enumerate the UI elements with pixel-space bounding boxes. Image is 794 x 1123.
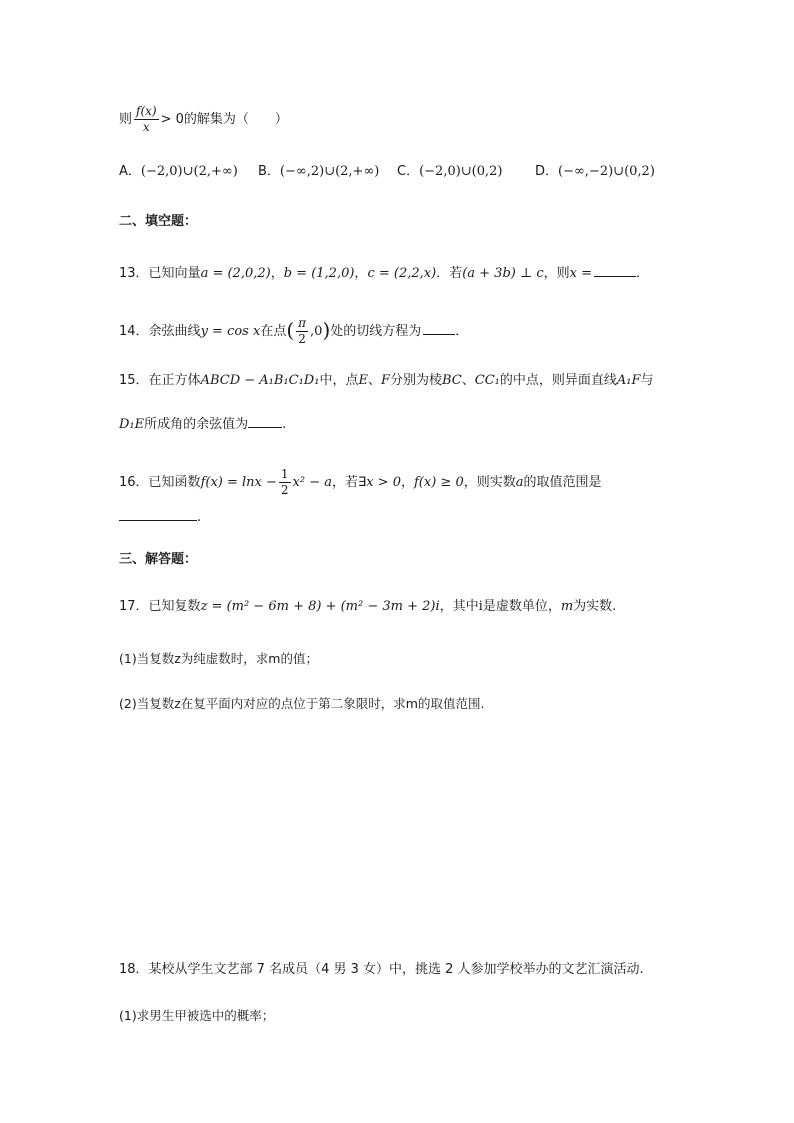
q18-stem: 18．某校从学生文艺部 7 名成员（4 男 3 女）中，挑选 2 人参加学校举办的文艺汇演活动. <box>119 962 644 977</box>
q15-number: 15． <box>119 373 149 388</box>
q16-function-rhs: x² − a <box>292 475 332 490</box>
q15-line-2 <box>119 413 286 435</box>
q14-curve: y = cos x <box>200 324 261 339</box>
q14-fraction <box>296 316 308 347</box>
q13 <box>119 262 649 284</box>
q14-text: 在点 <box>260 324 287 339</box>
q12-option-a-label: A． <box>119 164 141 179</box>
section-heading-fill-in: 二、填空题： <box>119 214 198 229</box>
q15-end: . <box>282 417 287 432</box>
q14-text: 余弦曲线 <box>148 324 201 339</box>
q15-sep: 、 <box>461 373 475 388</box>
q13-text: ．若 <box>436 266 463 281</box>
q16-answer-blank[interactable] <box>119 506 197 521</box>
q12-option-b-value: (−∞,2)∪(2,+∞) <box>279 164 380 179</box>
q12-option-a <box>119 162 238 182</box>
q13-vector-a: a = (2,0,2) <box>200 266 271 281</box>
q12-option-d-value: (−∞,−2)∪(0,2) <box>558 164 655 179</box>
q16-text: ，若∃ <box>332 475 367 490</box>
q12-options <box>119 162 679 182</box>
q17-part-1: (1)当复数z为纯虚数时，求m的值； <box>119 651 318 666</box>
q13-vector-b: b = (1,2,0) <box>283 266 355 281</box>
q14-paren: ) <box>322 318 331 342</box>
q17-part-2: (2)当复数z在复平面内对应的点位于第二象限时，求m的取值范围. <box>119 696 485 711</box>
q15-sep: 、 <box>367 373 381 388</box>
q15-text: 中，点 <box>319 373 359 388</box>
q15-point-e: E <box>358 373 368 388</box>
q12-option-d-label: D． <box>535 164 559 179</box>
q15-edge-cc1: CC₁ <box>474 373 500 388</box>
q17-text: 是虚数单位， <box>482 599 561 614</box>
q13-number: 13． <box>119 266 149 281</box>
q17-text: 为实数. <box>573 599 617 614</box>
q15-text: 所成角的余弦值为 <box>144 417 249 432</box>
q16-frac-den: 2 <box>280 483 289 497</box>
q15-edge-bc: BC <box>442 373 462 388</box>
q14-paren: ( <box>286 318 295 342</box>
q16-number: 16． <box>119 475 149 490</box>
q12-option-b-label: B． <box>258 164 280 179</box>
q15-text: 的中点，则异面直线 <box>499 373 617 388</box>
q16-function-lhs: f(x) = lnx − <box>200 475 277 490</box>
q12-option-d <box>535 162 655 182</box>
q12-frac-den: x <box>142 120 150 134</box>
q15-line-a1f: A₁F <box>616 373 641 388</box>
q15-line-d1e: D₁E <box>119 417 145 432</box>
q14-number: 14． <box>119 324 149 339</box>
q13-text: ，则 <box>543 266 570 281</box>
q17-complex-expr: z = (m² − 6m + 8) + (m² − 3m + 2)i <box>200 599 440 614</box>
q12-stem <box>119 104 288 135</box>
q17-number: 17． <box>119 599 149 614</box>
q12-option-c-label: C． <box>397 164 420 179</box>
q16-sep: ， <box>400 475 414 490</box>
q13-text: 已知向量 <box>148 266 201 281</box>
q17-text: ，其中 <box>439 599 479 614</box>
q14-frac-den: 2 <box>298 332 306 346</box>
q15-text: 分别为棱 <box>390 373 443 388</box>
q15-text: 与 <box>640 373 654 388</box>
q13-end: ． <box>635 266 649 281</box>
q16-var-a: a <box>515 475 524 490</box>
q16-fraction <box>279 467 291 498</box>
q14-point-tail: ,0 <box>310 324 323 339</box>
q15-answer-blank[interactable] <box>248 413 282 428</box>
q16-line-1 <box>119 467 602 498</box>
q16-condition-2: f(x) ≥ 0 <box>414 475 464 490</box>
q12-option-b <box>258 162 379 182</box>
q15-line-1 <box>119 371 654 391</box>
q12-option-c <box>397 162 503 182</box>
q12-prefix: 则 <box>119 112 133 127</box>
q12-fraction <box>134 104 159 135</box>
q16-text: 已知函数 <box>148 475 201 490</box>
q17-var-m: m <box>560 599 574 614</box>
q16-text: 的取值范围是 <box>523 475 602 490</box>
q14 <box>119 316 468 347</box>
q16-end: . <box>197 510 202 525</box>
q14-answer-blank[interactable] <box>423 320 455 335</box>
section-heading-solutions: 三、解答题： <box>119 552 198 567</box>
q17-stem <box>119 597 616 617</box>
q15-point-f: F <box>380 373 390 388</box>
q12-option-a-value: (−2,0)∪(2,+∞) <box>140 164 238 179</box>
q12-frac-num: f(x) <box>136 104 157 118</box>
q12-option-c-value: (−2,0)∪(0,2) <box>419 164 503 179</box>
q13-sep: ， <box>354 266 368 281</box>
q13-condition: (a + 3b) ⊥ c <box>462 266 544 281</box>
q17-imag-unit: i <box>478 599 483 614</box>
q15-cube: ABCD − A₁B₁C₁D₁ <box>200 373 320 388</box>
q14-frac-num: π <box>298 316 307 330</box>
q16-frac-num: 1 <box>280 467 289 481</box>
q13-answer-blank[interactable] <box>594 262 636 277</box>
q14-text: 处的切线方程为 <box>330 324 422 339</box>
q16-text: ，则实数 <box>463 475 516 490</box>
q16-line-2 <box>119 506 201 528</box>
q15-text: 在正方体 <box>148 373 201 388</box>
q12-suffix: > 0的解集为（ ） <box>160 112 288 127</box>
q13-vector-c: c = (2,2,x) <box>367 266 437 281</box>
q18-part-1: (1)求男生甲被选中的概率； <box>119 1008 275 1023</box>
q14-end: ． <box>455 324 469 339</box>
q16-condition-1: x > 0 <box>366 475 401 490</box>
q17-text: 已知复数 <box>148 599 201 614</box>
q13-sep: ， <box>270 266 284 281</box>
q13-x-equals: x = <box>569 266 592 281</box>
